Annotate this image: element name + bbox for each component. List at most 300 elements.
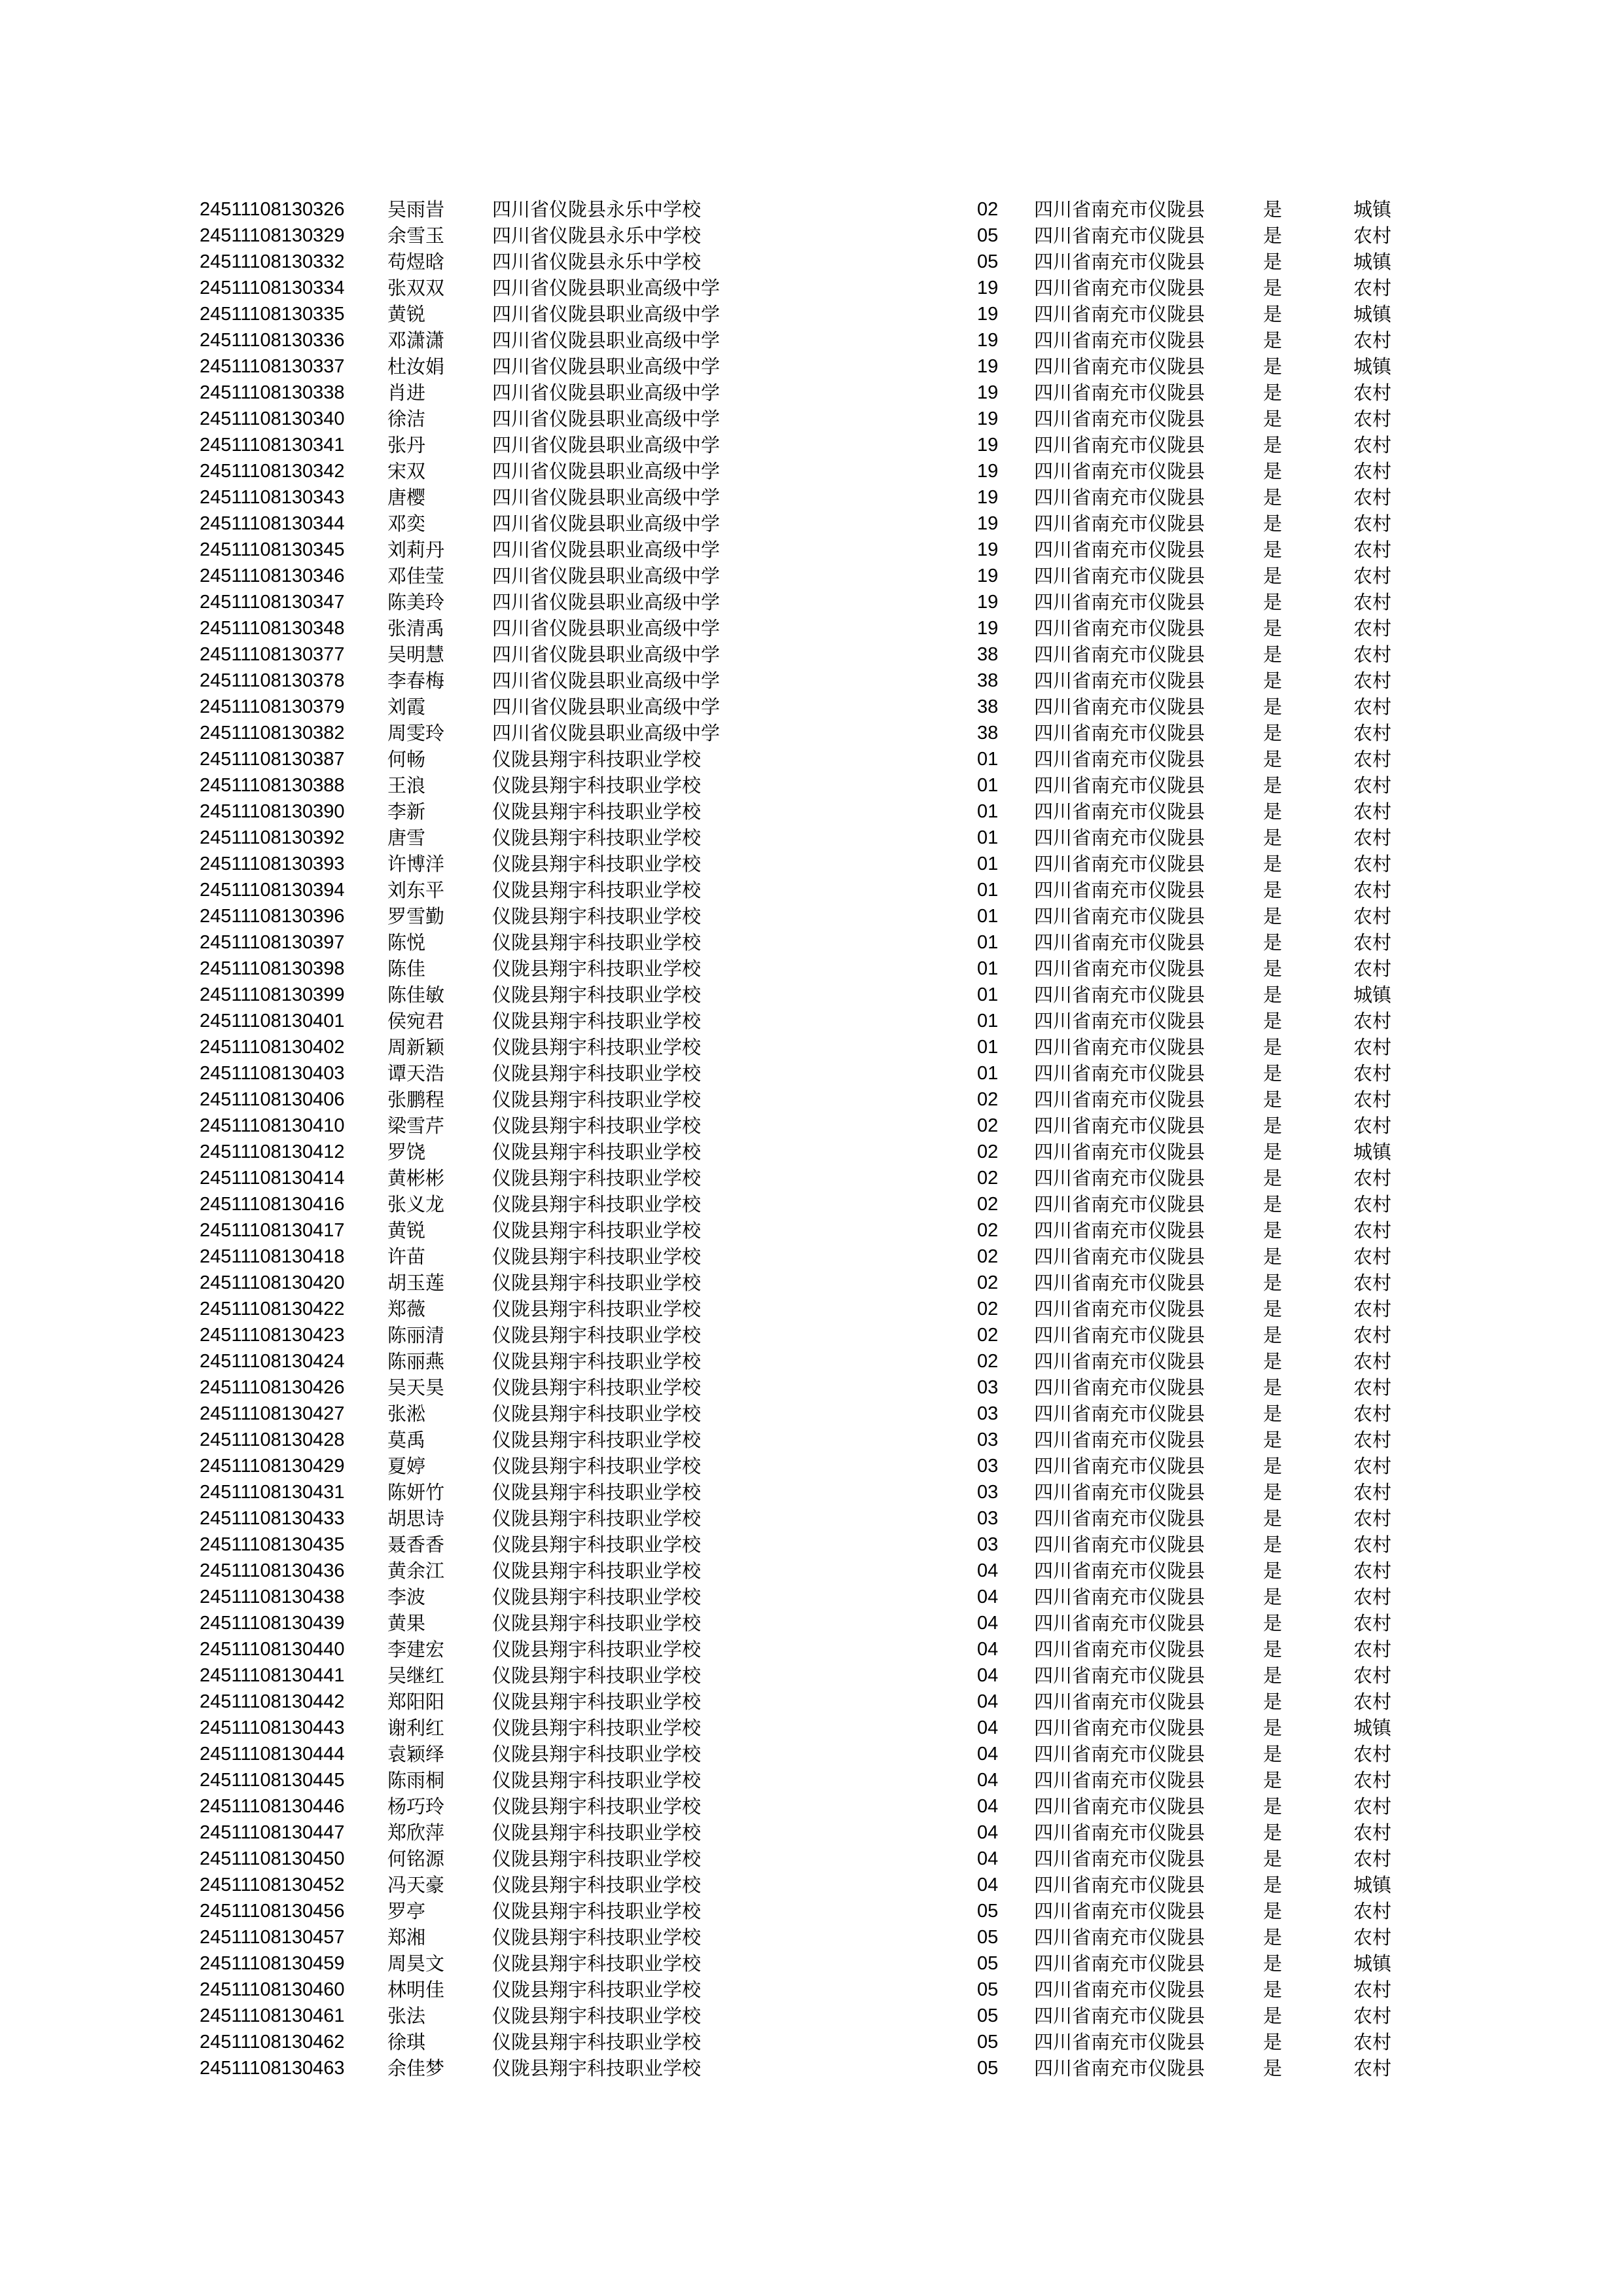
table-row: [196, 1217, 1427, 1244]
school-name-cell: 仪陇县翔宇科技职业学校: [492, 1769, 702, 1791]
region-cell: 四川省南充市仪陇县: [1034, 460, 1205, 482]
household-type-cell: 农村: [1353, 1167, 1392, 1189]
student-name-cell: 许苗: [387, 1246, 426, 1268]
table-row: [196, 223, 1427, 249]
household-type-cell: 农村: [1353, 1507, 1392, 1530]
table-row: [196, 1872, 1427, 1898]
student-name-cell: 黄锐: [387, 1219, 426, 1242]
school-name-cell: 四川省仪陇县职业高级中学: [492, 434, 721, 456]
class-code-cell: 05: [977, 2005, 999, 2026]
eligibility-flag-cell: 是: [1263, 512, 1283, 535]
class-code-cell: 03: [977, 1508, 999, 1529]
eligibility-flag-cell: 是: [1263, 1952, 1283, 1975]
household-type-cell: 农村: [1353, 1010, 1392, 1032]
table-row: [196, 1086, 1427, 1113]
class-code-cell: 01: [977, 932, 999, 953]
region-cell: 四川省南充市仪陇县: [1034, 827, 1205, 849]
exam-number-cell: 24511108130433: [200, 1508, 345, 1529]
school-name-cell: 四川省仪陇县永乐中学校: [492, 224, 702, 247]
region-cell: 四川省南充市仪陇县: [1034, 251, 1205, 273]
student-name-cell: 黄彬彬: [387, 1167, 445, 1189]
household-type-cell: 农村: [1353, 224, 1392, 247]
student-name-cell: 何畅: [387, 748, 426, 770]
table-row: [196, 746, 1427, 772]
exam-number-cell: 24511108130443: [200, 1717, 345, 1738]
class-code-cell: 05: [977, 2032, 999, 2053]
table-row: [196, 1584, 1427, 1610]
household-type-cell: 农村: [1353, 1272, 1392, 1294]
household-type-cell: 农村: [1353, 1324, 1392, 1346]
household-type-cell: 城镇: [1353, 198, 1392, 221]
exam-number-cell: 24511108130450: [200, 1848, 345, 1869]
class-code-cell: 19: [977, 461, 999, 482]
region-cell: 四川省南充市仪陇县: [1034, 1795, 1205, 1818]
eligibility-flag-cell: 是: [1263, 1821, 1283, 1844]
region-cell: 四川省南充市仪陇县: [1034, 1246, 1205, 1268]
table-row: [196, 641, 1427, 668]
eligibility-flag-cell: 是: [1263, 1167, 1283, 1189]
class-code-cell: 04: [977, 1874, 999, 1895]
household-type-cell: 城镇: [1353, 251, 1392, 273]
eligibility-flag-cell: 是: [1263, 408, 1283, 430]
household-type-cell: 农村: [1353, 539, 1392, 561]
student-name-cell: 郑欣萍: [387, 1821, 445, 1844]
school-name-cell: 仪陇县翔宇科技职业学校: [492, 879, 702, 901]
class-code-cell: 04: [977, 1848, 999, 1869]
table-row: [196, 1715, 1427, 1741]
class-code-cell: 02: [977, 1089, 999, 1110]
exam-number-cell: 24511108130397: [200, 932, 345, 953]
class-code-cell: 04: [977, 1770, 999, 1791]
class-code-cell: 02: [977, 1168, 999, 1189]
eligibility-flag-cell: 是: [1263, 434, 1283, 456]
school-name-cell: 四川省仪陇县职业高级中学: [492, 670, 721, 692]
student-name-cell: 莫禹: [387, 1429, 426, 1451]
eligibility-flag-cell: 是: [1263, 696, 1283, 718]
school-name-cell: 仪陇县翔宇科技职业学校: [492, 748, 702, 770]
exam-number-cell: 24511108130459: [200, 1953, 345, 1974]
exam-number-cell: 24511108130329: [200, 225, 345, 246]
class-code-cell: 05: [977, 2058, 999, 2079]
exam-number-cell: 24511108130427: [200, 1403, 345, 1424]
exam-number-cell: 24511108130435: [200, 1534, 345, 1555]
student-name-cell: 冯天豪: [387, 1874, 445, 1896]
household-type-cell: 农村: [1353, 1062, 1392, 1085]
household-type-cell: 农村: [1353, 1586, 1392, 1608]
table-row: [196, 1767, 1427, 1793]
exam-number-cell: 24511108130392: [200, 827, 345, 848]
student-name-cell: 邓佳莹: [387, 565, 445, 587]
school-name-cell: 仪陇县翔宇科技职业学校: [492, 2057, 702, 2079]
eligibility-flag-cell: 是: [1263, 1036, 1283, 1058]
class-code-cell: 02: [977, 1141, 999, 1162]
table-row: [196, 484, 1427, 511]
class-code-cell: 04: [977, 1744, 999, 1765]
class-code-cell: 04: [977, 1587, 999, 1607]
region-cell: 四川省南充市仪陇县: [1034, 1455, 1205, 1477]
household-type-cell: 农村: [1353, 1900, 1392, 1922]
class-code-cell: 04: [977, 1560, 999, 1581]
eligibility-flag-cell: 是: [1263, 251, 1283, 273]
school-name-cell: 仪陇县翔宇科技职业学校: [492, 1979, 702, 2001]
eligibility-flag-cell: 是: [1263, 486, 1283, 509]
class-code-cell: 38: [977, 644, 999, 665]
region-cell: 四川省南充市仪陇县: [1034, 277, 1205, 299]
region-cell: 四川省南充市仪陇县: [1034, 1403, 1205, 1425]
table-row: [196, 589, 1427, 615]
school-name-cell: 仪陇县翔宇科技职业学校: [492, 1403, 702, 1425]
household-type-cell: 城镇: [1353, 1717, 1392, 1739]
exam-number-cell: 24511108130442: [200, 1691, 345, 1712]
school-name-cell: 四川省仪陇县职业高级中学: [492, 643, 721, 666]
table-row: [196, 1453, 1427, 1479]
household-type-cell: 农村: [1353, 1926, 1392, 1948]
household-type-cell: 城镇: [1353, 303, 1392, 325]
exam-number-cell: 24511108130379: [200, 696, 345, 717]
school-name-cell: 四川省仪陇县职业高级中学: [492, 408, 721, 430]
household-type-cell: 农村: [1353, 277, 1392, 299]
exam-number-cell: 24511108130345: [200, 539, 345, 560]
student-name-cell: 王浪: [387, 774, 426, 797]
exam-number-cell: 24511108130338: [200, 382, 345, 403]
exam-number-cell: 24511108130445: [200, 1770, 345, 1791]
school-name-cell: 仪陇县翔宇科技职业学校: [492, 984, 702, 1006]
exam-number-cell: 24511108130403: [200, 1063, 345, 1084]
school-name-cell: 四川省仪陇县职业高级中学: [492, 722, 721, 744]
region-cell: 四川省南充市仪陇县: [1034, 408, 1205, 430]
student-name-cell: 黄果: [387, 1612, 426, 1634]
region-cell: 四川省南充市仪陇县: [1034, 1979, 1205, 2001]
eligibility-flag-cell: 是: [1263, 1586, 1283, 1608]
class-code-cell: 05: [977, 1927, 999, 1948]
region-cell: 四川省南充市仪陇县: [1034, 1926, 1205, 1948]
class-code-cell: 01: [977, 775, 999, 796]
eligibility-flag-cell: 是: [1263, 1795, 1283, 1818]
exam-number-cell: 24511108130406: [200, 1089, 345, 1110]
school-name-cell: 仪陇县翔宇科技职业学校: [492, 1246, 702, 1268]
student-name-cell: 苟煜晗: [387, 251, 445, 273]
household-type-cell: 农村: [1353, 958, 1392, 980]
eligibility-flag-cell: 是: [1263, 591, 1283, 613]
student-name-cell: 许博洋: [387, 853, 445, 875]
student-name-cell: 陈丽清: [387, 1324, 445, 1346]
school-name-cell: 仪陇县翔宇科技职业学校: [492, 1036, 702, 1058]
region-cell: 四川省南充市仪陇县: [1034, 1874, 1205, 1896]
household-type-cell: 城镇: [1353, 1141, 1392, 1163]
school-name-cell: 仪陇县翔宇科技职业学校: [492, 1638, 702, 1660]
class-code-cell: 19: [977, 356, 999, 377]
exam-number-cell: 24511108130346: [200, 565, 345, 586]
table-row: [196, 1610, 1427, 1636]
school-name-cell: 仪陇县翔宇科技职业学校: [492, 1743, 702, 1765]
student-name-cell: 陈佳敏: [387, 984, 445, 1006]
class-code-cell: 02: [977, 1299, 999, 1319]
region-cell: 四川省南充市仪陇县: [1034, 853, 1205, 875]
household-type-cell: 农村: [1353, 643, 1392, 666]
student-name-cell: 李建宏: [387, 1638, 445, 1660]
table-row: [196, 668, 1427, 694]
exam-number-cell: 24511108130431: [200, 1482, 345, 1503]
household-type-cell: 农村: [1353, 696, 1392, 718]
exam-number-cell: 24511108130401: [200, 1011, 345, 1031]
eligibility-flag-cell: 是: [1263, 1979, 1283, 2001]
student-name-cell: 梁雪芹: [387, 1115, 445, 1137]
region-cell: 四川省南充市仪陇县: [1034, 2057, 1205, 2079]
student-name-cell: 吴明慧: [387, 643, 445, 666]
class-code-cell: 19: [977, 408, 999, 429]
table-row: [196, 1348, 1427, 1374]
eligibility-flag-cell: 是: [1263, 1141, 1283, 1163]
eligibility-flag-cell: 是: [1263, 1324, 1283, 1346]
household-type-cell: 农村: [1353, 329, 1392, 351]
class-code-cell: 02: [977, 1220, 999, 1241]
household-type-cell: 农村: [1353, 512, 1392, 535]
table-row: [196, 2029, 1427, 2055]
student-name-cell: 陈丽燕: [387, 1350, 445, 1372]
class-code-cell: 01: [977, 1011, 999, 1031]
region-cell: 四川省南充市仪陇县: [1034, 1821, 1205, 1844]
school-name-cell: 四川省仪陇县职业高级中学: [492, 591, 721, 613]
class-code-cell: 01: [977, 749, 999, 770]
eligibility-flag-cell: 是: [1263, 382, 1283, 404]
region-cell: 四川省南充市仪陇县: [1034, 1664, 1205, 1687]
exam-number-cell: 24511108130439: [200, 1613, 345, 1634]
household-type-cell: 农村: [1353, 382, 1392, 404]
school-name-cell: 四川省仪陇县职业高级中学: [492, 382, 721, 404]
table-row: [196, 1558, 1427, 1584]
student-name-cell: 张法: [387, 2005, 426, 2027]
exam-number-cell: 24511108130396: [200, 906, 345, 927]
region-cell: 四川省南充市仪陇县: [1034, 198, 1205, 221]
exam-number-cell: 24511108130461: [200, 2005, 345, 2026]
student-name-cell: 陈雨桐: [387, 1769, 445, 1791]
table-row: [196, 327, 1427, 353]
school-name-cell: 四川省仪陇县职业高级中学: [492, 303, 721, 325]
eligibility-flag-cell: 是: [1263, 1691, 1283, 1713]
student-name-cell: 李春梅: [387, 670, 445, 692]
household-type-cell: 农村: [1353, 1193, 1392, 1215]
eligibility-flag-cell: 是: [1263, 198, 1283, 221]
household-type-cell: 农村: [1353, 800, 1392, 823]
household-type-cell: 农村: [1353, 1298, 1392, 1320]
exam-number-cell: 24511108130412: [200, 1141, 345, 1162]
exam-number-cell: 24511108130342: [200, 461, 345, 482]
region-cell: 四川省南充市仪陇县: [1034, 617, 1205, 639]
household-type-cell: 城镇: [1353, 355, 1392, 378]
eligibility-flag-cell: 是: [1263, 329, 1283, 351]
exam-number-cell: 24511108130343: [200, 487, 345, 508]
class-code-cell: 01: [977, 1037, 999, 1058]
eligibility-flag-cell: 是: [1263, 879, 1283, 901]
household-type-cell: 农村: [1353, 1691, 1392, 1713]
table-row: [196, 982, 1427, 1008]
class-code-cell: 01: [977, 906, 999, 927]
student-name-cell: 郑薇: [387, 1298, 426, 1320]
student-name-cell: 刘东平: [387, 879, 445, 901]
table-row: [196, 1139, 1427, 1165]
region-cell: 四川省南充市仪陇县: [1034, 1586, 1205, 1608]
table-row: [196, 1820, 1427, 1846]
eligibility-flag-cell: 是: [1263, 905, 1283, 927]
school-name-cell: 仪陇县翔宇科技职业学校: [492, 1795, 702, 1818]
student-name-cell: 吴继红: [387, 1664, 445, 1687]
student-name-cell: 张义龙: [387, 1193, 445, 1215]
household-type-cell: 农村: [1353, 1664, 1392, 1687]
class-code-cell: 03: [977, 1534, 999, 1555]
school-name-cell: 仪陇县翔宇科技职业学校: [492, 800, 702, 823]
household-type-cell: 农村: [1353, 905, 1392, 927]
region-cell: 四川省南充市仪陇县: [1034, 329, 1205, 351]
region-cell: 四川省南充市仪陇县: [1034, 1036, 1205, 1058]
school-name-cell: 四川省仪陇县职业高级中学: [492, 277, 721, 299]
region-cell: 四川省南充市仪陇县: [1034, 800, 1205, 823]
school-name-cell: 四川省仪陇县职业高级中学: [492, 486, 721, 509]
region-cell: 四川省南充市仪陇县: [1034, 1638, 1205, 1660]
table-row: [196, 1270, 1427, 1296]
exam-number-cell: 24511108130416: [200, 1194, 345, 1215]
exam-number-cell: 24511108130378: [200, 670, 345, 691]
region-cell: 四川省南充市仪陇县: [1034, 355, 1205, 378]
household-type-cell: 农村: [1353, 1534, 1392, 1556]
student-name-cell: 郑阳阳: [387, 1691, 445, 1713]
eligibility-flag-cell: 是: [1263, 1743, 1283, 1765]
exam-number-cell: 24511108130390: [200, 801, 345, 822]
eligibility-flag-cell: 是: [1263, 1769, 1283, 1791]
region-cell: 四川省南充市仪陇县: [1034, 539, 1205, 561]
class-code-cell: 04: [977, 1796, 999, 1817]
school-name-cell: 仪陇县翔宇科技职业学校: [492, 2031, 702, 2053]
school-name-cell: 仪陇县翔宇科技职业学校: [492, 1219, 702, 1242]
eligibility-flag-cell: 是: [1263, 1298, 1283, 1320]
class-code-cell: 19: [977, 382, 999, 403]
region-cell: 四川省南充市仪陇县: [1034, 224, 1205, 247]
class-code-cell: 01: [977, 801, 999, 822]
class-code-cell: 04: [977, 1639, 999, 1660]
class-code-cell: 38: [977, 696, 999, 717]
student-name-cell: 张鹏程: [387, 1088, 445, 1111]
exam-number-cell: 24511108130446: [200, 1796, 345, 1817]
exam-number-cell: 24511108130347: [200, 592, 345, 613]
household-type-cell: 农村: [1353, 1638, 1392, 1660]
student-name-cell: 黄余江: [387, 1560, 445, 1582]
class-code-cell: 03: [977, 1482, 999, 1503]
exam-number-cell: 24511108130388: [200, 775, 345, 796]
exam-number-cell: 24511108130335: [200, 304, 345, 325]
exam-number-cell: 24511108130438: [200, 1587, 345, 1607]
school-name-cell: 仪陇县翔宇科技职业学校: [492, 1298, 702, 1320]
class-code-cell: 01: [977, 880, 999, 901]
region-cell: 四川省南充市仪陇县: [1034, 1612, 1205, 1634]
class-code-cell: 03: [977, 1377, 999, 1398]
school-name-cell: 仪陇县翔宇科技职业学校: [492, 1376, 702, 1399]
exam-number-cell: 24511108130340: [200, 408, 345, 429]
student-name-cell: 余佳梦: [387, 2057, 445, 2079]
table-row: [196, 1244, 1427, 1270]
table-row: [196, 353, 1427, 380]
exam-number-cell: 24511108130457: [200, 1927, 345, 1948]
exam-number-cell: 24511108130387: [200, 749, 345, 770]
school-name-cell: 仪陇县翔宇科技职业学校: [492, 1167, 702, 1189]
table-row: [196, 1898, 1427, 1924]
table-row: [196, 694, 1427, 720]
region-cell: 四川省南充市仪陇县: [1034, 1193, 1205, 1215]
eligibility-flag-cell: 是: [1263, 1246, 1283, 1268]
table-row: [196, 249, 1427, 275]
class-code-cell: 02: [977, 1194, 999, 1215]
table-row: [196, 458, 1427, 484]
table-row: [196, 1532, 1427, 1558]
household-type-cell: 农村: [1353, 931, 1392, 954]
eligibility-flag-cell: 是: [1263, 1010, 1283, 1032]
region-cell: 四川省南充市仪陇县: [1034, 670, 1205, 692]
class-code-cell: 38: [977, 723, 999, 744]
student-name-cell: 罗亭: [387, 1900, 426, 1922]
class-code-cell: 19: [977, 592, 999, 613]
region-cell: 四川省南充市仪陇县: [1034, 1324, 1205, 1346]
eligibility-flag-cell: 是: [1263, 1455, 1283, 1477]
exam-number-cell: 24511108130417: [200, 1220, 345, 1241]
region-cell: 四川省南充市仪陇县: [1034, 512, 1205, 535]
class-code-cell: 05: [977, 1953, 999, 1974]
region-cell: 四川省南充市仪陇县: [1034, 1167, 1205, 1189]
exam-number-cell: 24511108130402: [200, 1037, 345, 1058]
school-name-cell: 仪陇县翔宇科技职业学校: [492, 1272, 702, 1294]
exam-number-cell: 24511108130332: [200, 251, 345, 272]
school-name-cell: 仪陇县翔宇科技职业学校: [492, 1507, 702, 1530]
school-name-cell: 仪陇县翔宇科技职业学校: [492, 1821, 702, 1844]
class-code-cell: 05: [977, 1901, 999, 1922]
school-name-cell: 仪陇县翔宇科技职业学校: [492, 2005, 702, 2027]
table-row: [196, 511, 1427, 537]
student-name-cell: 陈佳: [387, 958, 426, 980]
region-cell: 四川省南充市仪陇县: [1034, 1900, 1205, 1922]
eligibility-flag-cell: 是: [1263, 748, 1283, 770]
school-name-cell: 仪陇县翔宇科技职业学校: [492, 905, 702, 927]
household-type-cell: 农村: [1353, 1481, 1392, 1503]
household-type-cell: 农村: [1353, 1219, 1392, 1242]
table-row: [196, 1296, 1427, 1322]
exam-number-cell: 24511108130440: [200, 1639, 345, 1660]
household-type-cell: 农村: [1353, 460, 1392, 482]
class-code-cell: 05: [977, 1979, 999, 2000]
school-name-cell: 仪陇县翔宇科技职业学校: [492, 1141, 702, 1163]
region-cell: 四川省南充市仪陇县: [1034, 382, 1205, 404]
eligibility-flag-cell: 是: [1263, 224, 1283, 247]
household-type-cell: 农村: [1353, 2031, 1392, 2053]
household-type-cell: 农村: [1353, 722, 1392, 744]
table-row: [196, 1689, 1427, 1715]
class-code-cell: 19: [977, 513, 999, 534]
exam-number-cell: 24511108130414: [200, 1168, 345, 1189]
eligibility-flag-cell: 是: [1263, 1848, 1283, 1870]
region-cell: 四川省南充市仪陇县: [1034, 1691, 1205, 1713]
table-row: [196, 1924, 1427, 1950]
eligibility-flag-cell: 是: [1263, 1874, 1283, 1896]
household-type-cell: 农村: [1353, 1429, 1392, 1451]
school-name-cell: 仪陇县翔宇科技职业学校: [492, 774, 702, 797]
household-type-cell: 农村: [1353, 827, 1392, 849]
household-type-cell: 农村: [1353, 1821, 1392, 1844]
school-name-cell: 四川省仪陇县永乐中学校: [492, 198, 702, 221]
table-row: [196, 1846, 1427, 1872]
eligibility-flag-cell: 是: [1263, 1429, 1283, 1451]
table-row: [196, 877, 1427, 903]
table-row: [196, 1479, 1427, 1505]
region-cell: 四川省南充市仪陇县: [1034, 1219, 1205, 1242]
table-row: [196, 720, 1427, 746]
exam-number-cell: 24511108130436: [200, 1560, 345, 1581]
region-cell: 四川省南充市仪陇县: [1034, 931, 1205, 954]
